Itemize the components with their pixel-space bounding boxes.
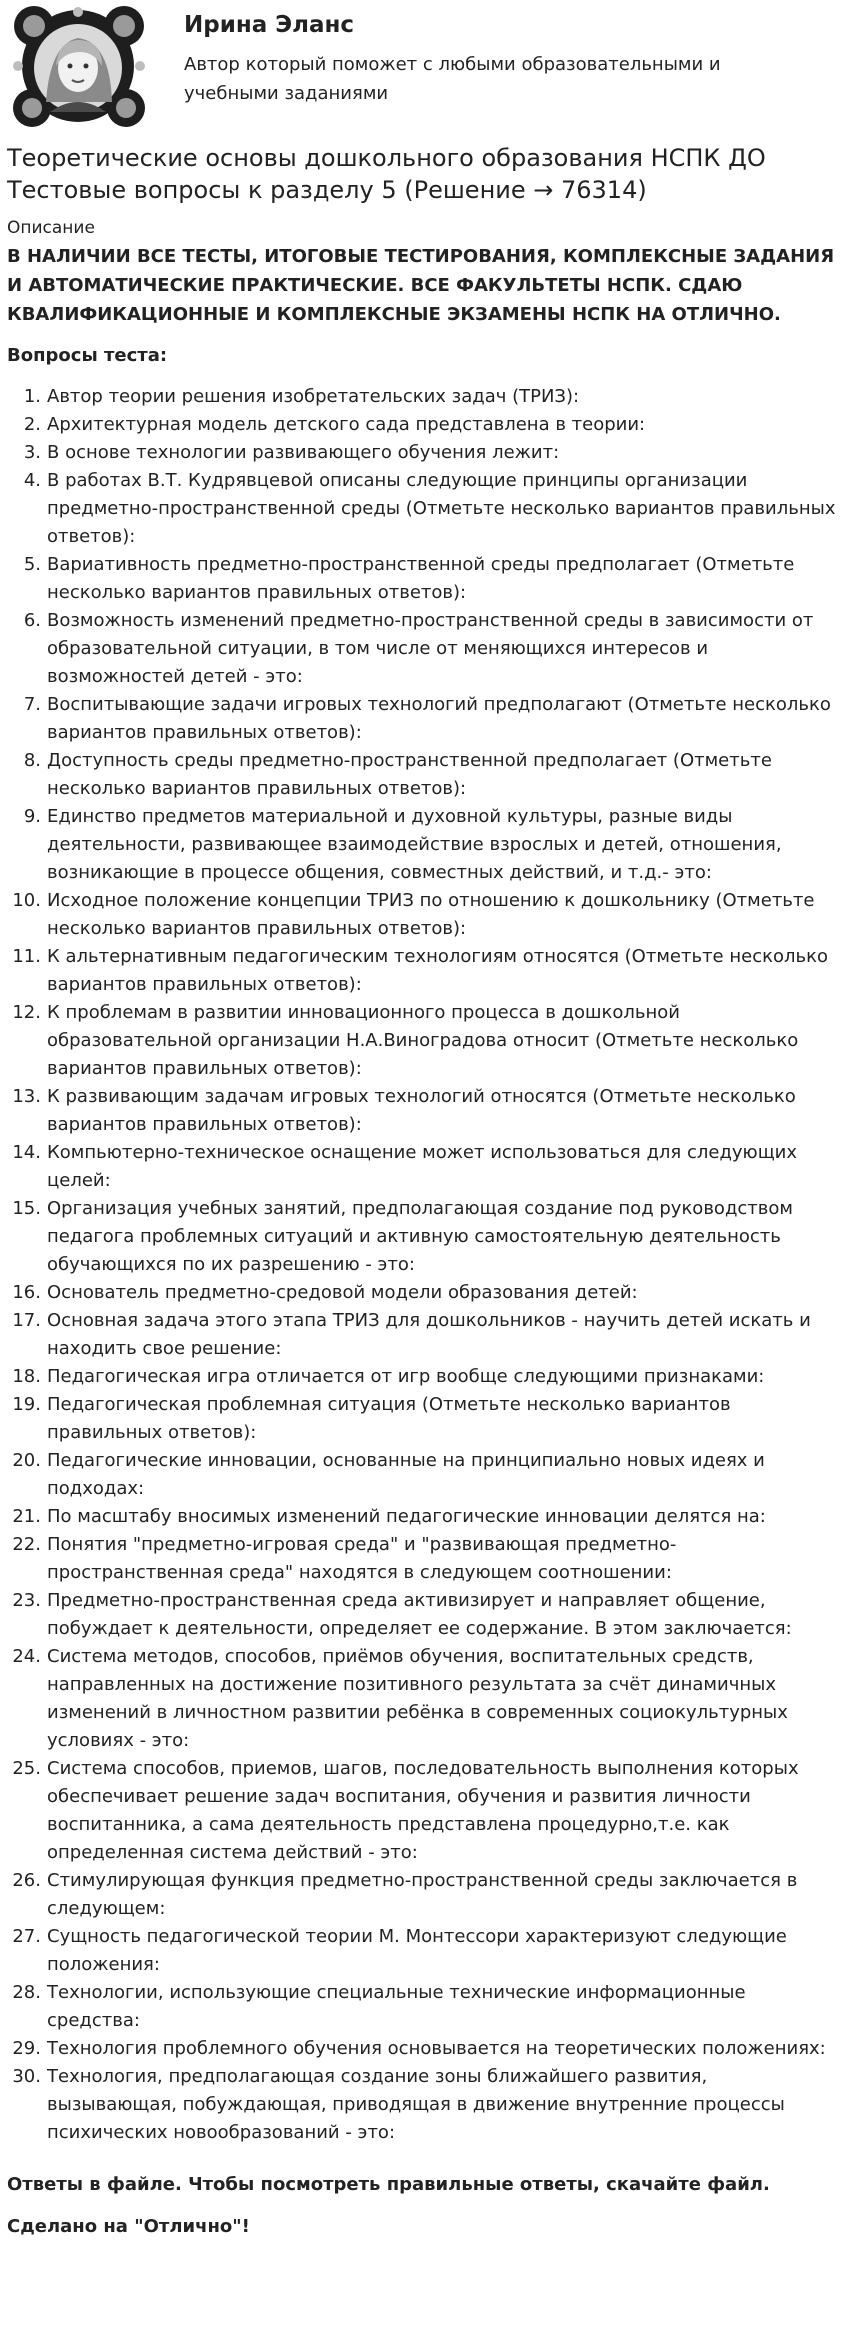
question-number: 19. bbox=[12, 1394, 41, 1415]
question-number: 23. bbox=[12, 1590, 41, 1611]
question-number: 16. bbox=[12, 1282, 41, 1303]
question-item bbox=[7, 467, 839, 551]
question-number: 15. bbox=[12, 1198, 41, 1219]
question-number: 25. bbox=[12, 1758, 41, 1779]
question-text: Педагогическая проблемная ситуация (Отметьте несколько вариантов правильных ответов): bbox=[47, 1394, 731, 1443]
question-number: 7. bbox=[23, 694, 41, 715]
question-number: 3. bbox=[23, 442, 41, 463]
question-item bbox=[7, 383, 839, 411]
question-item bbox=[7, 1531, 839, 1587]
question-number: 24. bbox=[12, 1646, 41, 1667]
question-text: Единство предметов материальной и духовной культуры, разные виды деятельности, развивающее взаимодействие взрослых и детей, отношения, возникающие в процессе общения, совместных действий, и т.д.- это: bbox=[47, 806, 782, 883]
question-text: К проблемам в развитии инновационного процесса в дошкольной образовательной организации Н.А.Виноградова относит (Отметьте несколько вариантов правильных ответов): bbox=[47, 1002, 799, 1079]
question-number: 20. bbox=[12, 1450, 41, 1471]
question-text: Система методов, способов, приёмов обучения, воспитательных средств, направленных на достижение позитивного результата за счёт динамичных изменений в личностном развитии ребёнка в современных социокультурных условиях - это: bbox=[47, 1646, 788, 1751]
question-item bbox=[7, 1867, 839, 1923]
question-item bbox=[7, 1083, 839, 1139]
question-text: Компьютерно-техническое оснащение может использоваться для следующих целей: bbox=[47, 1142, 797, 1191]
author-avatar[interactable] bbox=[6, 4, 151, 129]
question-text: К развивающим задачам игровых технологий относятся (Отметьте несколько вариантов правильных ответов): bbox=[47, 1086, 796, 1135]
question-number: 21. bbox=[12, 1506, 41, 1527]
question-text: Педагогическая игра отличается от игр вообще следующими признаками: bbox=[47, 1366, 765, 1387]
question-item bbox=[7, 2035, 839, 2063]
question-number: 2. bbox=[23, 414, 41, 435]
question-text: К альтернативным педагогическим технологиям относятся (Отметьте несколько вариантов правильных ответов): bbox=[47, 946, 828, 995]
promo-text: В НАЛИЧИИ ВСЕ ТЕСТЫ, ИТОГОВЫЕ ТЕСТИРОВАНИЯ, КОМПЛЕКСНЫЕ ЗАДАНИЯ И АВТОМАТИЧЕСКИЕ ПРАКТИЧЕСКИЕ. ВСЕ ФАКУЛЬТЕТЫ НСПК. СДАЮ КВАЛИФИКАЦИОННЫЕ И КОМПЛЕКСНЫЕ ЭКЗАМЕНЫ НСПК НА ОТЛИЧНО. bbox=[7, 246, 835, 325]
question-text: Предметно-пространственная среда активизирует и направляет общение, побуждает к деятельности, определяет ее содержание. В этом заключается: bbox=[47, 1590, 792, 1639]
question-text: Исходное положение концепции ТРИЗ по отношению к дошкольнику (Отметьте несколько вариантов правильных ответов): bbox=[47, 890, 815, 939]
question-number: 26. bbox=[12, 1870, 41, 1891]
author-description: Автор который поможет с любыми образовательными и учебными заданиями bbox=[184, 54, 721, 104]
question-number: 14. bbox=[12, 1142, 41, 1163]
question-text: Возможность изменений предметно-пространственной среды в зависимости от образовательной ситуации, в том числе от меняющихся интересов и возможностей детей - это: bbox=[47, 610, 814, 687]
question-number: 11. bbox=[12, 946, 41, 967]
author-card bbox=[6, 4, 836, 132]
question-text: Понятия "предметно-игровая среда" и "развивающая предметно-пространственная среда" находятся в следующем соотношении: bbox=[47, 1534, 677, 1583]
question-number: 28. bbox=[12, 1982, 41, 2003]
answers-note: Ответы в файле. Чтобы посмотреть правильные ответы, скачайте файл. bbox=[7, 2174, 770, 2195]
question-item bbox=[7, 1391, 839, 1447]
question-item bbox=[7, 1643, 839, 1755]
question-number: 12. bbox=[12, 1002, 41, 1023]
question-item bbox=[7, 1755, 839, 1867]
question-text: Стимулирующая функция предметно-пространственной среды заключается в следующем: bbox=[47, 1870, 798, 1919]
page-title bbox=[7, 142, 839, 206]
question-text: Технология, предполагающая создание зоны ближайшего развития, вызывающая, побуждающая, приводящая в движение внутренние процессы психических новообразований - это: bbox=[47, 2066, 785, 2143]
author-name[interactable]: Ирина Эланс bbox=[184, 12, 355, 38]
question-item bbox=[7, 1587, 839, 1643]
question-number: 22. bbox=[12, 1534, 41, 1555]
question-text: Основная задача этого этапа ТРИЗ для дошкольников - научить детей искать и находить свое решение: bbox=[47, 1310, 811, 1359]
question-text: Сущность педагогической теории М. Монтессори характеризуют следующие положения: bbox=[47, 1926, 787, 1975]
question-number: 5. bbox=[23, 554, 41, 575]
question-text: Основатель предметно-средовой модели образования детей: bbox=[47, 1282, 638, 1303]
question-number: 30. bbox=[12, 2066, 41, 2087]
question-number: 27. bbox=[12, 1926, 41, 1947]
question-number: 18. bbox=[12, 1366, 41, 1387]
description-label: Описание bbox=[7, 218, 95, 238]
question-text: Вариативность предметно-пространственной среды предполагает (Отметьте несколько вариантов правильных ответов): bbox=[47, 554, 795, 603]
question-item bbox=[7, 551, 839, 607]
questions-heading: Вопросы теста: bbox=[7, 345, 168, 366]
question-number: 6. bbox=[23, 610, 41, 631]
question-item bbox=[7, 691, 839, 747]
question-item bbox=[7, 887, 839, 943]
question-text: Педагогические инновации, основанные на принципиально новых идеях и подходах: bbox=[47, 1450, 765, 1499]
question-item bbox=[7, 1923, 839, 1979]
question-text: В основе технологии развивающего обучения лежит: bbox=[47, 442, 560, 463]
question-item bbox=[7, 2063, 839, 2147]
question-text: В работах В.Т. Кудрявцевой описаны следующие принципы организации предметно-пространственной среды (Отметьте несколько вариантов правильных ответов): bbox=[47, 470, 836, 547]
question-item bbox=[7, 1503, 839, 1531]
page-title-line-2: Тестовые вопросы к разделу 5 (Решение → 76314) bbox=[7, 176, 647, 204]
question-item bbox=[7, 607, 839, 691]
question-number: 13. bbox=[12, 1086, 41, 1107]
question-number: 8. bbox=[23, 750, 41, 771]
question-item bbox=[7, 999, 839, 1083]
question-item bbox=[7, 411, 839, 439]
question-item bbox=[7, 1279, 839, 1307]
question-text: Технологии, использующие специальные технические информационные средства: bbox=[47, 1982, 746, 2031]
question-text: По масштабу вносимых изменений педагогические инновации делятся на: bbox=[47, 1506, 766, 1527]
question-number: 9. bbox=[23, 806, 41, 827]
question-item bbox=[7, 439, 839, 467]
question-text: Доступность среды предметно-пространственной предполагает (Отметьте несколько вариантов правильных ответов): bbox=[47, 750, 772, 799]
question-item bbox=[7, 803, 839, 887]
question-number: 17. bbox=[12, 1310, 41, 1331]
question-text: Автор теории решения изобретательских задач (ТРИЗ): bbox=[47, 386, 580, 407]
question-item bbox=[7, 747, 839, 803]
question-item bbox=[7, 1195, 839, 1279]
question-item bbox=[7, 1979, 839, 2035]
question-text: Технология проблемного обучения основывается на теоретических положениях: bbox=[47, 2038, 826, 2059]
question-number: 4. bbox=[23, 470, 41, 491]
question-item bbox=[7, 1363, 839, 1391]
question-text: Архитектурная модель детского сада представлена в теории: bbox=[47, 414, 646, 435]
main-content bbox=[7, 142, 839, 2241]
quality-note: Сделано на "Отлично"! bbox=[7, 2216, 250, 2237]
question-item bbox=[7, 1139, 839, 1195]
question-number: 29. bbox=[12, 2038, 41, 2059]
question-text: Воспитывающие задачи игровых технологий предполагают (Отметьте несколько вариантов правильных ответов): bbox=[47, 694, 831, 743]
question-text: Система способов, приемов, шагов, последовательность выполнения которых обеспечивает решение задач воспитания, обучения и развития личности воспитанника, а сама деятельность представлена процедурно,т.е. как определенная система действий - это: bbox=[47, 1758, 799, 1863]
question-number: 10. bbox=[12, 890, 41, 911]
question-item bbox=[7, 1307, 839, 1363]
question-item bbox=[7, 943, 839, 999]
questions-list bbox=[7, 383, 839, 2147]
page-title-line-1: Теоретические основы дошкольного образования НСПК ДО bbox=[7, 144, 766, 172]
question-number: 1. bbox=[23, 386, 41, 407]
question-text: Организация учебных занятий, предполагающая создание под руководством педагога проблемных ситуаций и активную самостоятельную деятельность обучающихся по их разрешению - это: bbox=[47, 1198, 793, 1275]
question-item bbox=[7, 1447, 839, 1503]
